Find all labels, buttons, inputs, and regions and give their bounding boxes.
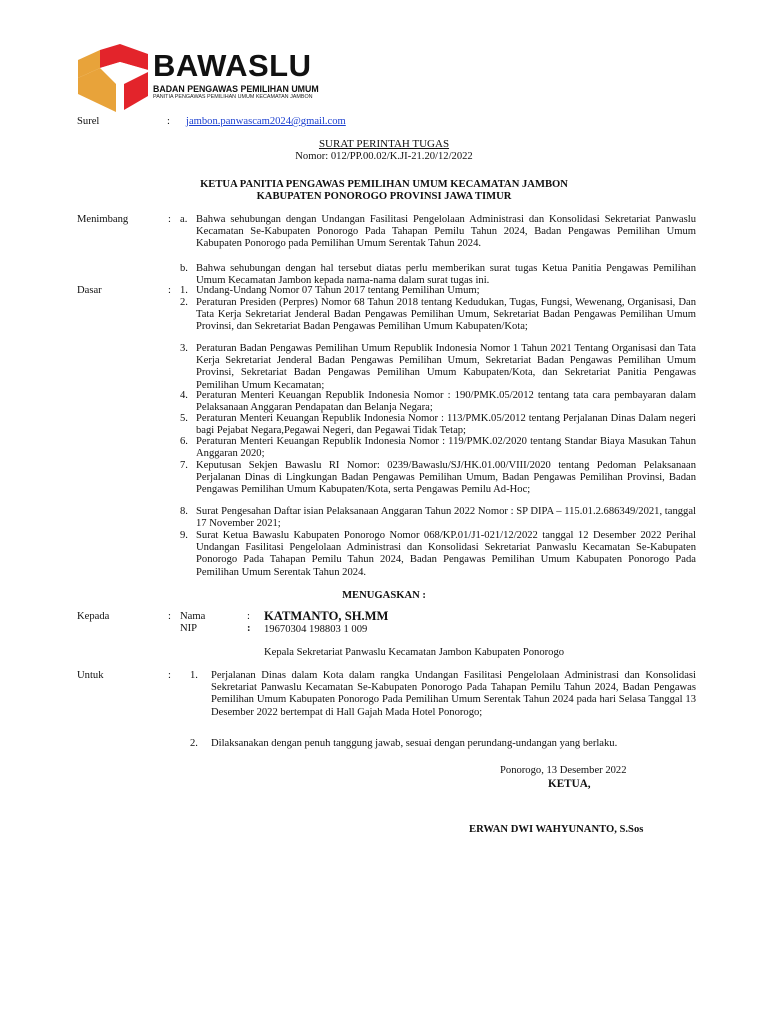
signature-title: KETUA, <box>548 778 591 790</box>
kepada-label: Kepada <box>77 611 110 622</box>
assignee-nip: 19670304 198803 1 009 <box>264 624 368 635</box>
untuk-marker-1: 1. <box>190 670 198 681</box>
dasar-marker: 6. <box>180 436 188 447</box>
dasar-marker: 8. <box>180 506 188 517</box>
logo-subtitle: BADAN PENGAWAS PEMILIHAN UMUM <box>153 84 319 94</box>
assignee-name: KATMANTO, SH.MM <box>264 609 389 623</box>
dasar-item: Peraturan Presiden (Perpres) Nomor 68 Tahun 2018 tentang Kedudukan, Tugas, Fungsi, Wewenang, Organisasi, Dan Tata Kerja Sekretariat Jenderal Badan Pengawas Pemilihan Umum, Sekretariat Badan Pengawas Pemilihan Umum Provinsi, dan Sekretariat Badan Pengawas Pemilihan Umum Kabupaten/Kota; <box>196 297 696 333</box>
dasar-marker: 2. <box>180 297 188 308</box>
bawaslu-logo-mark <box>76 44 152 114</box>
menimbang-item-b: Bahwa sehubungan dengan hal tersebut diatas perlu memberikan surat tugas Ketua Panitia Pengawas Pemilihan Umum Kecamatan Jambon kepada nama-nama dalam surat tugas ini. <box>196 263 696 287</box>
kepada-colon: : <box>168 611 171 622</box>
nama-colon: : <box>247 611 250 622</box>
menimbang-item-a: Bahwa sehubungan dengan Undangan Fasilitasi Pengelolaan Administrasi dan Konsolidasi Sekretariat Panwaslu Kecamatan Se-Kabupaten Ponorogo Pada Tahapan Pemilu Tahun 2024, Badan Pengawas Pemilihan Umum Kabupaten Ponorogo pada Pemilihan Umum Serentak Tahun 2024. <box>196 214 696 250</box>
issuer-heading-line2: KABUPATEN PONOROGO PROVINSI JAWA TIMUR <box>256 191 512 202</box>
dasar-marker: 5. <box>180 413 188 424</box>
untuk-marker-2: 2. <box>190 738 198 749</box>
menimbang-colon: : <box>168 214 171 225</box>
nama-label: Nama <box>180 611 206 622</box>
email-colon: : <box>167 116 170 127</box>
logo-brand-text: BAWASLU <box>153 48 312 83</box>
dasar-item: Peraturan Badan Pengawas Pemilihan Umum Republik Indonesia Nomor 1 Tahun 2021 Tentang Organisasi dan Tata Kerja Sekretariat Jenderal Badan Pengawas Pemilihan Umum, Sekretariat Badan Pengawas Pemilihan Umum Provinsi, Sekretariat Badan Pengawas Pemilihan Umum Kabupaten/Kota, dan Sekretariat Panitia Pengawas Pemilihan Umum Kecamatan; <box>196 343 696 391</box>
dasar-label: Dasar <box>77 285 102 296</box>
logo-subtitle-secondary: PANITIA PENGAWAS PEMILIHAN UMUM KECAMATAN JAMBON <box>153 94 313 100</box>
dasar-item: Undang-Undang Nomor 07 Tahun 2017 tentang Pemilihan Umum; <box>196 285 480 296</box>
dasar-item: Surat Ketua Bawaslu Kabupaten Ponorogo Nomor 068/KP.01/J1-021/12/2022 tanggal 12 Desember 2022 Perihal Undangan Fasilitasi Pengelolaan Administrasi dan Konsolidasi Sekretariat Panwaslu Kecamatan Se-Kabupaten Ponorogo Pada Tahapan Pemilu Tahun 2024, Badan Pengawas Pemilihan Umum Kabupaten Ponorogo Pada Pemilihan Umum Serentak Tahun 2024. <box>196 530 696 578</box>
menimbang-marker-a: a. <box>180 214 188 225</box>
dasar-marker: 3. <box>180 343 188 354</box>
issuer-heading-line1: KETUA PANITIA PENGAWAS PEMILIHAN UMUM KECAMATAN JAMBON <box>200 179 568 190</box>
dasar-marker: 4. <box>180 390 188 401</box>
menimbang-label: Menimbang <box>77 214 129 225</box>
dasar-colon: : <box>168 285 171 296</box>
untuk-item-2: Dilaksanakan dengan penuh tanggung jawab, sesuai dengan perundang-undangan yang berlaku. <box>211 738 618 749</box>
menimbang-marker-b: b. <box>180 263 188 274</box>
document-number: Nomor: 012/PP.00.02/K.JI-21.20/12/2022 <box>295 151 473 162</box>
dasar-item: Keputusan Sekjen Bawaslu RI Nomor: 0239/Bawaslu/SJ/HK.01.00/VIII/2020 tentang Pedoman Pelaksanaan Perjalanan Dinas di Lingkungan Badan Pengawas Pemilihan Umum, Badan Pengawas Pemilihan Provinsi, Badan Pengawas Pemilihan Umum Kabupaten/Kota, serta Pengawas Pemilu Ad-Hoc; <box>196 460 696 496</box>
email-link[interactable]: jambon.panwascam2024@gmail.com <box>186 116 346 127</box>
dasar-marker: 7. <box>180 460 188 471</box>
untuk-colon: : <box>168 670 171 681</box>
untuk-label: Untuk <box>77 670 104 681</box>
assignee-position: Kepala Sekretariat Panwaslu Kecamatan Jambon Kabupaten Ponorogo <box>264 647 565 658</box>
dasar-item: Peraturan Menteri Keuangan Republik Indonesia Nomor : 190/PMK.05/2012 tentang tata cara pembayaran dalam Pelaksanaan Anggaran Pendapatan dan Belanja Negara; <box>196 390 696 414</box>
document-title: SURAT PERINTAH TUGAS <box>318 138 450 150</box>
bawaslu-logo-icon <box>76 44 152 114</box>
dasar-item: Surat Pengesahan Daftar isian Pelaksanaan Anggaran Tahun 2022 Nomor : SP DIPA – 115.01.2.686349/2021, tanggal 17 November 2021; <box>196 506 696 530</box>
signature-place-date: Ponorogo, 13 Desember 2022 <box>500 765 627 776</box>
menugaskan-heading: MENUGASKAN : <box>342 590 426 601</box>
dasar-marker: 9. <box>180 530 188 541</box>
dasar-item: Peraturan Menteri Keuangan Republik Indonesia Nomor : 113/PMK.05/2012 tentang Perjalanan Dinas Dalam negeri bagi Pejabat Negara,Pegawai Negeri, dan Pegawai Tidak Tetap; <box>196 413 696 437</box>
email-label: Surel <box>77 116 100 127</box>
nip-colon: : <box>247 623 251 634</box>
untuk-item-1: Perjalanan Dinas dalam Kota dalam rangka Undangan Fasilitasi Pengelolaan Administrasi dan Konsolidasi Sekretariat Panwaslu Kecamatan Se-Kabupaten Ponorogo Pada Tahapan Pemilu Tahun 2024, Badan Pengawas Pemilihan Umum Kabupaten Ponorogo Pada Pemilihan Umum Serentak Tahun 2024 pada hari Selasa Tanggal 13 Desember 2022 bertempat di Hall Gajah Mada Hotel Ponorogo; <box>211 670 696 718</box>
dasar-marker: 1. <box>180 285 188 296</box>
signatory-name: ERWAN DWI WAHYUNANTO, S.Sos <box>469 824 644 835</box>
dasar-item: Peraturan Menteri Keuangan Republik Indonesia Nomor : 119/PMK.02/2020 tentang Standar Biaya Masukan Tahun Anggaran 2020; <box>196 436 696 460</box>
nip-label: NIP <box>180 623 198 634</box>
